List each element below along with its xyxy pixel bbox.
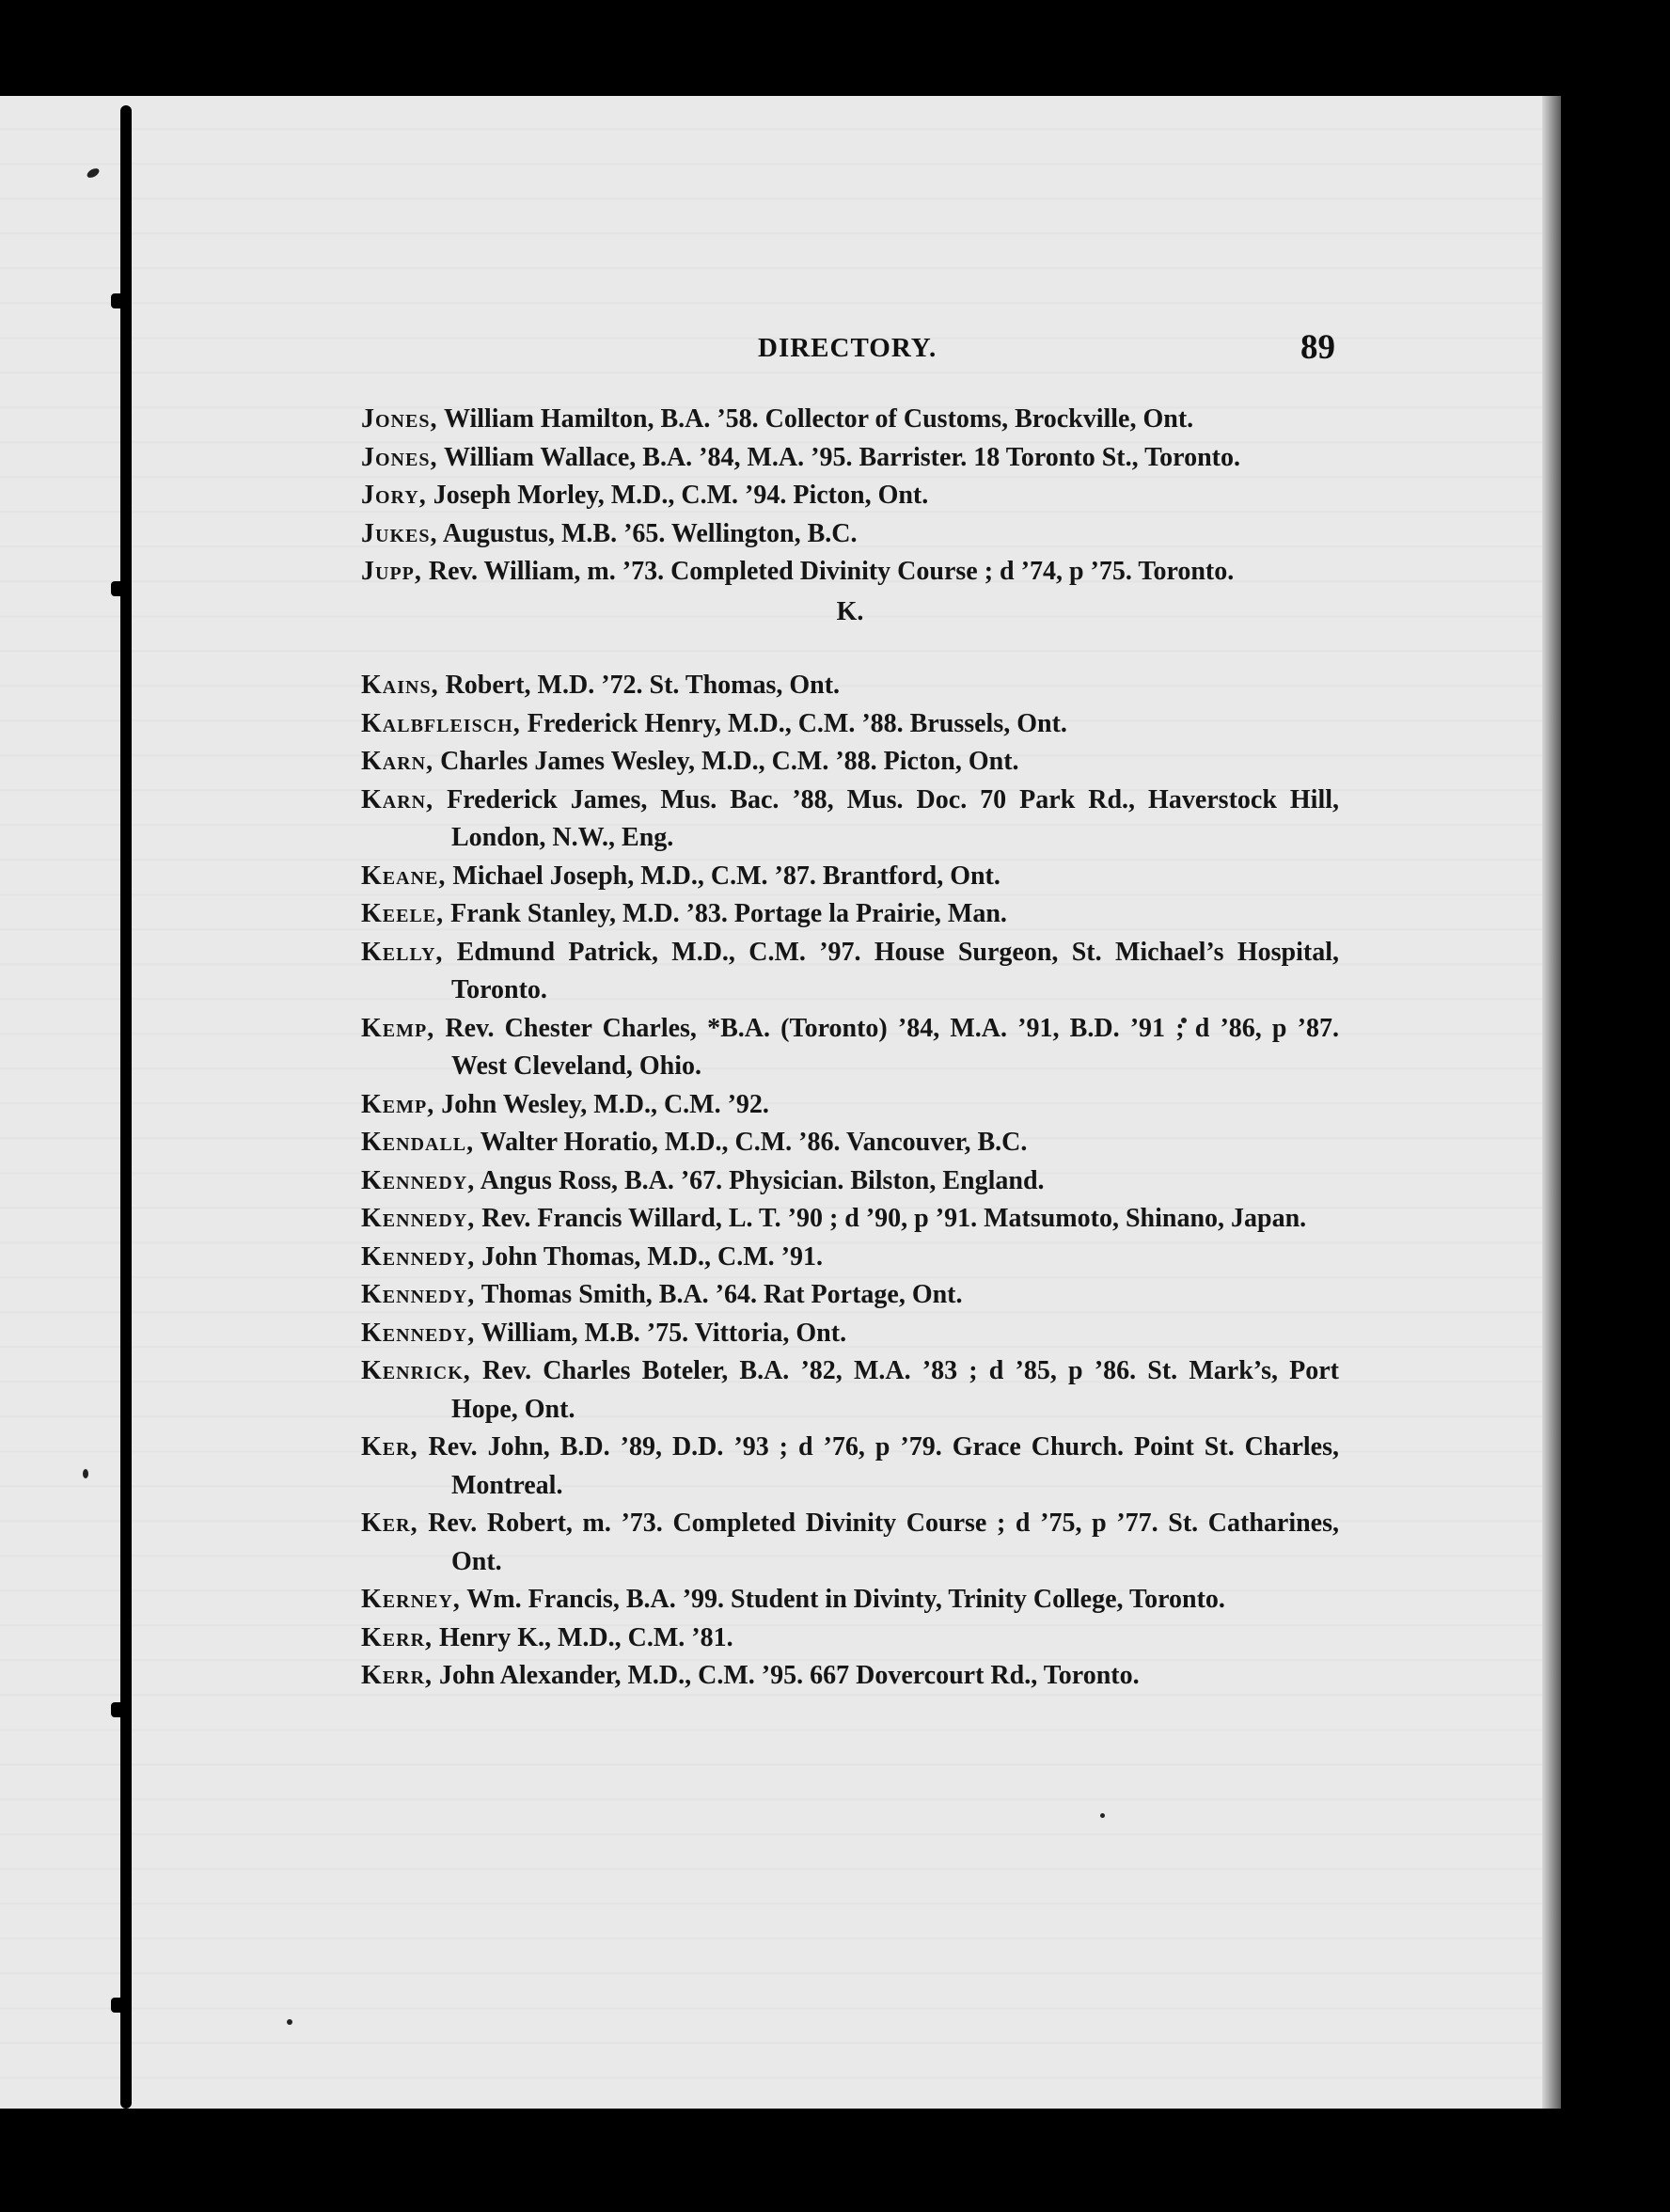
entry-details: Henry K., M.D., C.M. ’81. [433, 1622, 733, 1652]
entry-surname: Jones, [361, 442, 438, 472]
entry-surname: Jupp, [361, 557, 422, 586]
entry-details: Joseph Morley, M.D., C.M. ’94. Picton, Ont. [426, 481, 929, 510]
running-head [361, 327, 1335, 374]
ink-speck [1100, 1813, 1105, 1818]
entry-surname: Kennedy, [361, 1318, 476, 1348]
entry-surname: Kerr, [361, 1622, 433, 1652]
binding-mark [111, 581, 132, 596]
directory-entry [361, 477, 1339, 515]
entry-details: William Wallace, B.A. ’84, M.A. ’95. Barrister. 18 Toronto St., Toronto. [437, 442, 1241, 472]
section-letter-heading: K. [836, 596, 864, 626]
directory-entry [361, 1162, 1339, 1201]
entry-details: Frederick Henry, M.D., C.M. ’88. Brussels, Ont. [520, 708, 1067, 738]
entry-details: Rev. John, B.D. ’89, D.D. ’93 ; d ’76, p ’79. Grace Church. Point St. Charles, Montreal. [418, 1432, 1339, 1500]
entry-details: Augustus, M.B. ’65. Wellington, B.C. [437, 518, 858, 548]
binding-mark [111, 293, 132, 308]
entry-surname: Kennedy, [361, 1280, 476, 1309]
page-edge-shadow [1542, 96, 1561, 2109]
directory-entry [361, 858, 1339, 896]
entry-surname: Karn, [361, 784, 434, 814]
entry-details: Frank Stanley, M.D. ’83. Portage la Prairie, Man. [444, 899, 1007, 928]
directory-entry [361, 1581, 1339, 1620]
entry-surname: Kalbfleisch, [361, 708, 521, 738]
entry-surname: Ker, [361, 1432, 418, 1462]
directory-entry [361, 1352, 1339, 1429]
entry-details: Frederick James, Mus. Bac. ’88, Mus. Doc. 70 Park Rd., Haverstock Hill, London, N.W., Eng. [433, 784, 1339, 852]
ink-speck [83, 1469, 88, 1478]
entry-surname: Ker, [361, 1509, 418, 1538]
entry-details: Rev. Chester Charles, *B.A. (Toronto) ’84, M.A. ’91, B.D. ’91 ; d ’86, p ’87. West Cleveland, Ohio. [434, 1013, 1339, 1081]
entry-surname: Kennedy, [361, 1165, 476, 1195]
entry-details: John Alexander, M.D., C.M. ’95. 667 Dovercourt Rd., Toronto. [433, 1661, 1140, 1690]
directory-entry [361, 553, 1339, 592]
entry-surname: Kerr, [361, 1661, 433, 1690]
entry-surname: Karn, [361, 747, 434, 776]
entry-details: John Thomas, M.D., C.M. ’91. [475, 1241, 823, 1272]
entry-surname: Jukes, [361, 518, 438, 548]
entry-details: Thomas Smith, B.A. ’64. Rat Portage, Ont. [475, 1280, 963, 1309]
entry-surname: Kemp, [361, 1013, 435, 1043]
entry-surname: Kendall, [361, 1128, 475, 1157]
directory-entry [361, 1239, 1339, 1277]
directory-entry [361, 1315, 1339, 1353]
entry-details: Rev. Charles Boteler, B.A. ’82, M.A. ’83 ; d ’85, p ’86. St. Mark’s, Port Hope, Ont. [451, 1356, 1339, 1424]
directory-entry [361, 1657, 1339, 1696]
entry-details: Michael Joseph, M.D., C.M. ’87. Brantford, Ont. [446, 861, 1000, 891]
entry-details: Wm. Francis, B.A. ’99. Student in Divinty, Trinity College, Toronto. [460, 1585, 1225, 1614]
entry-surname: Kerney, [361, 1585, 461, 1614]
ink-speck [86, 166, 101, 180]
directory-entry [361, 1124, 1339, 1162]
directory-entry [361, 895, 1339, 934]
entry-details: Robert, M.D. ’72. St. Thomas, Ont. [438, 671, 841, 700]
entry-details: William Hamilton, B.A. ’58. Collector of Customs, Brockville, Ont. [437, 404, 1194, 434]
entry-details: Edmund Patrick, M.D., C.M. ’97. House Surgeon, St. Michael’s Hospital, Toronto. [443, 937, 1339, 1004]
entry-details: Charles James Wesley, M.D., C.M. ’88. Picton, Ont. [433, 747, 1019, 776]
page-number: 89 [1300, 328, 1335, 367]
entry-surname: Jory, [361, 481, 427, 510]
binding-mark [111, 1998, 132, 2013]
directory-entry [361, 401, 1339, 439]
directory-entry [361, 743, 1339, 782]
entry-surname: Keele, [361, 899, 445, 928]
directory-entry [361, 705, 1339, 744]
entry-surname: Jones, [361, 404, 438, 434]
entry-surname: Kelly, [361, 937, 444, 967]
directory-entry [361, 1010, 1339, 1086]
binding-spine [120, 105, 132, 2109]
entry-details: William, M.B. ’75. Vittoria, Ont. [475, 1318, 847, 1348]
directory-entry [361, 667, 1339, 705]
entry-surname: Kennedy, [361, 1204, 476, 1233]
entry-surname: Kennedy, [361, 1241, 476, 1272]
directory-entry [361, 1505, 1339, 1581]
entry-details: Rev. William, m. ’73. Completed Divinity Course ; d ’74, p ’75. Toronto. [421, 557, 1235, 586]
entry-details: John Wesley, M.D., C.M. ’92. [434, 1089, 769, 1119]
entry-details: Angus Ross, B.A. ’67. Physician. Bilston, England. [475, 1165, 1045, 1195]
binding-mark [111, 1702, 132, 1717]
entry-surname: Kemp, [361, 1089, 435, 1119]
directory-entry [361, 1276, 1339, 1315]
entry-details: Walter Horatio, M.D., C.M. ’86. Vancouver, B.C. [474, 1128, 1028, 1157]
directory-entry [361, 1429, 1339, 1505]
entry-surname: Kains, [361, 671, 439, 700]
entry-details: Rev. Robert, m. ’73. Completed Divinity Course ; d ’75, p ’77. St. Catharines, Ont. [418, 1509, 1339, 1576]
directory-entry [361, 1620, 1339, 1658]
directory-entry [361, 515, 1339, 554]
entry-details: Rev. Francis Willard, L. T. ’90 ; d ’90, p ’91. Matsumoto, Shinano, Japan. [475, 1204, 1307, 1233]
directory-entry [361, 1086, 1339, 1125]
entry-surname: Keane, [361, 861, 447, 891]
page-title: DIRECTORY. [758, 333, 937, 363]
directory-entries [361, 401, 1339, 1696]
directory-entry [361, 782, 1339, 858]
directory-entry [361, 934, 1339, 1010]
ink-speck [287, 2019, 292, 2025]
directory-entry [361, 439, 1339, 478]
directory-entry [361, 1200, 1339, 1239]
entry-surname: Kenrick, [361, 1356, 471, 1385]
